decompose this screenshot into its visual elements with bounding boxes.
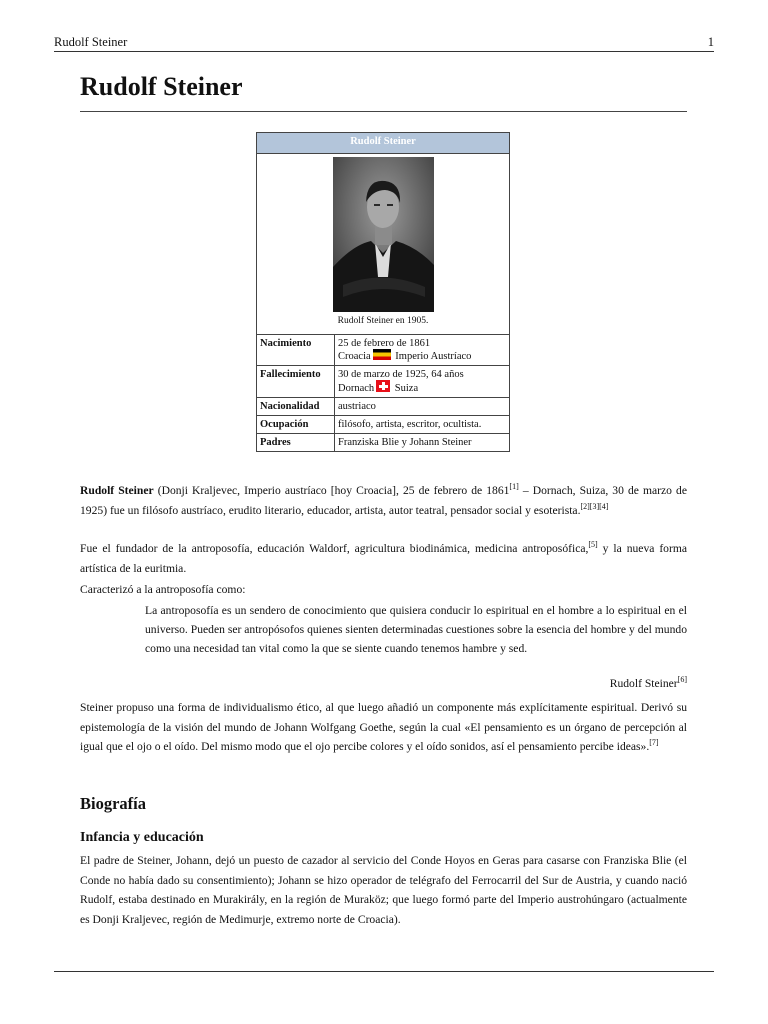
- running-header: [54, 34, 714, 52]
- citation-link[interactable]: [2][3][4]: [580, 501, 609, 511]
- infobox-row-padres: [257, 434, 509, 451]
- characterization-paragraph: Caracterizó a la antroposofía como:: [80, 583, 246, 596]
- blockquote: La antroposofía es un sendero de conocimiento que quisiera conducir lo espiritual en el hombre a lo espiritual en el universo. Pueden ser antropósofos quienes sienten determinadas cuestiones sobre la esencia del hombre y del mundo como una necesidad tan vital como la que se siente cuando tenemos hambre y sed.: [145, 604, 687, 655]
- infobox-row-nacimiento: [257, 335, 509, 366]
- intro-text-1: (Donji Kraljevec, Imperio austríaco [hoy Croacia], 25 de febrero de 1861: [153, 484, 510, 497]
- infobox: [256, 132, 510, 452]
- infobox-row-ocupacion: [257, 416, 509, 434]
- infobox-value: filósofo, artista, escritor, ocultista.: [338, 419, 482, 430]
- birth-place: Croacia: [338, 351, 371, 362]
- portrait-photo: [333, 157, 434, 312]
- citation-link[interactable]: [6]: [677, 675, 687, 684]
- infobox-label: Padres: [257, 434, 335, 451]
- infobox-caption: Rudolf Steiner en 1905.: [337, 316, 429, 326]
- infobox-header: Rudolf Steiner: [257, 133, 509, 154]
- epistemology-paragraph: [80, 698, 687, 757]
- death-date: 30 de marzo de 1925, 64 años: [338, 369, 464, 380]
- intro-paragraph: [80, 481, 687, 520]
- intro-name: Rudolf Steiner: [80, 484, 154, 497]
- infobox-row-nacionalidad: [257, 398, 509, 416]
- running-header-title: Rudolf Steiner: [54, 35, 128, 49]
- infobox-image-cell: [257, 154, 509, 335]
- infobox-label: Ocupación: [257, 416, 335, 433]
- death-place: Dornach: [338, 383, 375, 394]
- infobox-value: [335, 366, 509, 397]
- infobox-value: Franziska Blie y Johann Steiner: [338, 437, 472, 448]
- austria-flag-icon: [373, 349, 391, 360]
- birth-place-line: [338, 349, 506, 362]
- citation-link[interactable]: [5]: [588, 540, 598, 549]
- intro-text-2: – Dornach, Suiza, 30 de marzo de 1925) fue un filósofo austríaco, erudito literario, educador, artista, autor teatral, pensador social y esoterista.: [80, 484, 687, 517]
- death-place-line: [338, 380, 506, 394]
- citation-link[interactable]: [1]: [509, 482, 519, 491]
- birth-date: 25 de febrero de 1861: [338, 338, 431, 349]
- subsection-heading-infancia: Infancia y educación: [80, 830, 204, 845]
- page-number: 1: [707, 35, 714, 49]
- death-country: Suiza: [394, 383, 419, 394]
- quote-author: Rudolf Steiner: [609, 677, 678, 690]
- infobox-label: Nacimiento: [257, 335, 335, 365]
- founder-text-2: y la nueva forma artística de la euritmia.: [80, 542, 688, 575]
- title-divider: [80, 111, 687, 112]
- infobox-label: Fallecimiento: [257, 366, 335, 397]
- childhood-paragraph: El padre de Steiner, Johann, dejó un puesto de cazador al servicio del Conde Hoyos en Geras para casarse con Franziska Blie (el Conde no había dado su consentimiento); Johann se hizo operador de telégrafo del Ferrocarril del Sur de Austria, y cuando nació Rudolf, estaba destinado en Murakirály, en la región de Muraköz; que luego formó parte del Imperio austrohúngaro (actualmente es Donji Kraljevec, región de Medimurje, extremo norte de Croacia).: [80, 854, 687, 926]
- infobox-label: Nacionalidad: [257, 398, 335, 415]
- section-heading-biografia: Biografía: [80, 794, 146, 813]
- page-title: Rudolf Steiner: [80, 72, 243, 101]
- founder-text-1: Fue el fundador de la antroposofía, educación Waldorf, agricultura biodinámica, medicina antroposófica,: [80, 542, 589, 555]
- infobox-value: austriaco: [338, 401, 376, 412]
- footer-divider: [54, 971, 714, 972]
- founder-paragraph: [80, 539, 687, 578]
- birth-country: Imperio Austríaco: [395, 351, 472, 362]
- citation-link[interactable]: [7]: [649, 738, 659, 747]
- infobox-value: [335, 335, 509, 365]
- quote-attribution: [610, 677, 687, 690]
- switzerland-flag-icon: [376, 380, 390, 392]
- epistemology-text: Steiner propuso una forma de individualismo ético, al que luego añadió un componente más explícitamente espiritual. Derivó su epistemología de la visión del mundo de Johann Wolfgang Goethe, según la cual «El pensamiento es un órgano de percepción al igual que el ojo o el oído. Del mismo modo que el ojo percibe colores y el oído sonidos, así el pensamiento percibe ideas».: [80, 701, 687, 753]
- infobox-row-fallecimiento: [257, 366, 509, 398]
